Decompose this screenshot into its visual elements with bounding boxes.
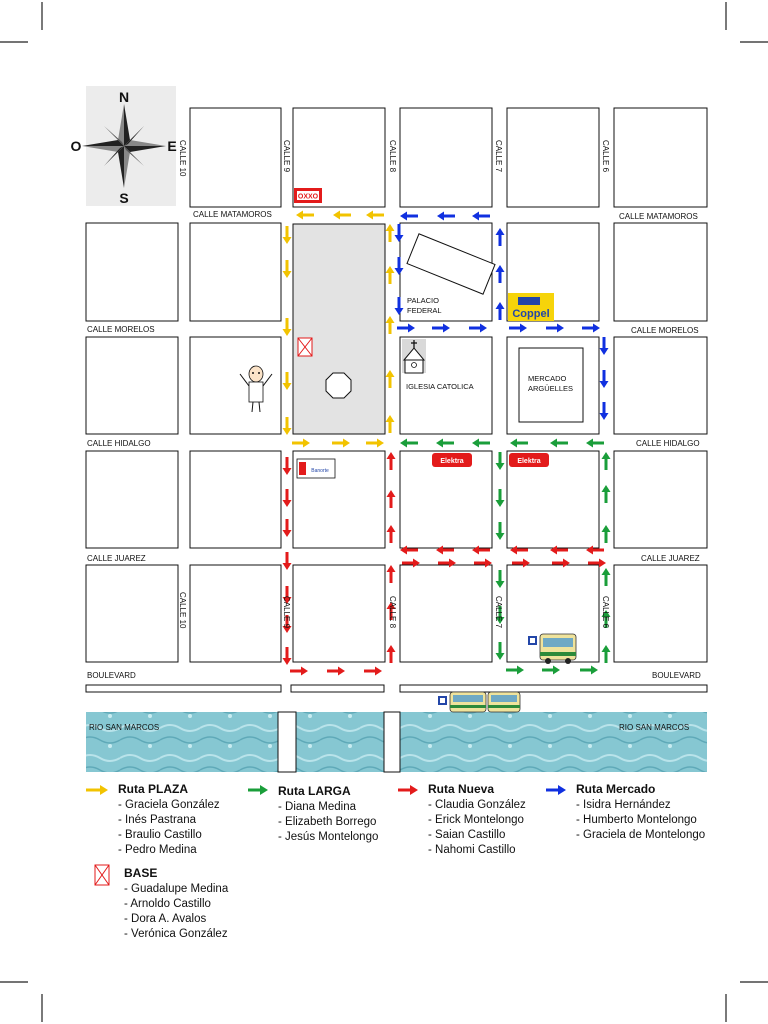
label-calle-matamoros-east: CALLE MATAMOROS [619, 212, 698, 221]
arrow-plaza [292, 439, 310, 448]
oxxo-store-icon [294, 188, 322, 203]
label-calle-morelos-east: CALLE MORELOS [631, 326, 699, 335]
arrow-larga [510, 439, 528, 448]
legend-mercado-member: - Humberto Montelongo [576, 813, 705, 828]
label-palacio-1: PALACIO [407, 296, 439, 305]
svg-text:Elektra: Elektra [517, 458, 541, 465]
city-block [614, 108, 707, 207]
arrow-larga [602, 525, 611, 543]
arrow-plaza [333, 211, 351, 220]
arrow-larga [586, 439, 604, 448]
legend-nueva-member: - Claudia González [428, 798, 526, 813]
arrow-larga [602, 485, 611, 503]
bus-pair-icon [450, 692, 520, 712]
arrow-nueva [283, 489, 292, 507]
rio-san-marcos [86, 712, 707, 772]
arrow-larga [602, 645, 611, 663]
legend-larga-member: - Diana Medina [278, 800, 378, 815]
city-block [507, 108, 599, 207]
city-block [86, 451, 178, 548]
city-block [86, 223, 178, 321]
bridge-calle-8 [384, 712, 400, 772]
arrow-mercado [472, 212, 490, 221]
arrow-mercado [496, 302, 505, 320]
label-calle-7-south: CALLE 7 [494, 596, 503, 629]
label-calle-10-south: CALLE 10 [178, 592, 187, 629]
arrow-larga [496, 452, 505, 470]
elektra-store-icon-2 [509, 453, 549, 467]
city-block [190, 223, 281, 321]
base-marker-icon [298, 338, 312, 356]
legend-mercado-member: - Graciela de Montelongo [576, 828, 705, 843]
legend-base-member: - Dora A. Avalos [124, 912, 228, 927]
arrow-larga [550, 439, 568, 448]
arrow-nueva [327, 667, 345, 676]
coppel-store-icon [508, 293, 554, 321]
label-boulevard-west: BOULEVARD [87, 671, 136, 680]
svg-text:Banorte: Banorte [311, 468, 329, 474]
legend-arrow-plaza-icon [86, 785, 108, 795]
arrow-nueva [364, 667, 382, 676]
arrow-mercado [600, 402, 609, 420]
legend-base-icon [95, 865, 109, 885]
svg-text:Elektra: Elektra [440, 458, 464, 465]
label-calle-juarez-west: CALLE JUAREZ [87, 554, 146, 563]
legend-nueva-member: - Saian Castillo [428, 828, 526, 843]
arrow-plaza [366, 439, 384, 448]
legend-nueva [428, 782, 526, 858]
label-calle-9-north: CALLE 9 [282, 140, 291, 173]
legend-larga-member: - Elizabeth Borrego [278, 815, 378, 830]
plaza-kiosk-octagon [326, 373, 351, 398]
city-block [400, 108, 492, 207]
arrow-nueva [387, 645, 396, 663]
label-boulevard-east: BOULEVARD [652, 671, 701, 680]
label-mercado-2: ARGÜELLES [528, 384, 574, 393]
arrow-plaza [296, 211, 314, 220]
boulevard-median [86, 685, 707, 692]
arrow-larga [472, 439, 490, 448]
compass-south: S [119, 190, 129, 206]
arrow-larga [400, 439, 418, 448]
arrow-larga [496, 570, 505, 588]
legend-larga-member: - Jesús Montelongo [278, 830, 378, 845]
arrow-plaza [283, 318, 292, 336]
label-calle-hidalgo-west: CALLE HIDALGO [87, 439, 151, 448]
arrow-plaza [332, 439, 350, 448]
arrow-mercado [496, 265, 505, 283]
city-block [190, 451, 281, 548]
label-calle-7-north: CALLE 7 [494, 140, 503, 173]
label-calle-8-south: CALLE 8 [388, 596, 397, 629]
arrow-nueva [283, 519, 292, 537]
label-mercado-1: MERCADO [528, 374, 567, 383]
legend-base-member: - Verónica González [124, 927, 228, 942]
arrow-mercado [600, 337, 609, 355]
legend-base-member: - Arnoldo Castillo [124, 897, 228, 912]
street-labels [87, 140, 701, 732]
arrow-plaza [366, 211, 384, 220]
legend-mercado-member: - Isidra Hernández [576, 798, 705, 813]
arrow-larga [602, 568, 611, 586]
arrow-plaza [386, 415, 395, 433]
arrow-larga [602, 452, 611, 470]
legend-larga-title: Ruta LARGA [278, 784, 351, 798]
arrow-larga [506, 666, 524, 675]
legend-nueva-member: - Nahomi Castillo [428, 843, 526, 858]
label-calle-juarez-east: CALLE JUAREZ [641, 554, 700, 563]
church-icon [402, 339, 426, 373]
arrow-larga [496, 642, 505, 660]
arrow-mercado [582, 324, 600, 333]
bridge-calle-9 [278, 712, 296, 772]
arrow-mercado [432, 324, 450, 333]
arrow-nueva [283, 647, 292, 665]
arrow-mercado [397, 324, 415, 333]
label-rio-west: RIO SAN MARCOS [89, 723, 160, 732]
legend-plaza-title: Ruta PLAZA [118, 782, 188, 796]
arrow-larga [496, 522, 505, 540]
arrow-nueva [387, 565, 396, 583]
label-calle-6-south: CALLE 6 [601, 596, 610, 629]
legend-plaza-member: - Pedro Medina [118, 843, 220, 858]
city-block [190, 565, 281, 662]
legend-arrow-mercado-icon [546, 785, 566, 795]
bank-store-icon [297, 459, 335, 478]
label-calle-matamoros-west: CALLE MATAMOROS [193, 210, 272, 219]
city-block [293, 565, 385, 662]
label-rio-east: RIO SAN MARCOS [619, 723, 690, 732]
compass-west: O [70, 138, 82, 154]
legend-arrow-larga-icon [248, 785, 268, 795]
arrow-nueva [290, 667, 308, 676]
arrow-larga [496, 489, 505, 507]
svg-text:Coppel: Coppel [512, 308, 550, 320]
city-block [614, 223, 707, 321]
label-calle-6-north: CALLE 6 [601, 140, 610, 173]
arrow-plaza [283, 260, 292, 278]
city-block [190, 108, 281, 207]
compass-north: N [118, 89, 130, 105]
legend-plaza-member: - Braulio Castillo [118, 828, 220, 843]
legend-plaza-member: - Inés Pastrana [118, 813, 220, 828]
arrow-plaza [386, 316, 395, 334]
label-calle-9-south: CALLE 9 [282, 596, 291, 629]
label-iglesia: IGLESIA CATOLICA [406, 382, 474, 391]
city-block [86, 565, 178, 662]
label-calle-8-north: CALLE 8 [388, 140, 397, 173]
arrow-plaza [283, 372, 292, 390]
legend-plaza [118, 782, 220, 858]
label-calle-morelos-west: CALLE MORELOS [87, 325, 155, 334]
label-palacio-2: FEDERAL [407, 306, 442, 315]
legend-mercado [576, 782, 705, 843]
arrow-nueva [283, 457, 292, 475]
bus-icon [540, 634, 576, 664]
arrow-plaza [386, 266, 395, 284]
compass-east: E [167, 138, 177, 154]
arrow-larga [436, 439, 454, 448]
arrow-nueva [387, 452, 396, 470]
city-block [614, 451, 707, 548]
arrow-mercado [437, 212, 455, 221]
bus-stop-icon-2 [438, 696, 447, 705]
arrow-mercado [496, 228, 505, 246]
legend-arrow-nueva-icon [398, 785, 418, 795]
legend-larga [278, 784, 378, 845]
label-calle-10-north: CALLE 10 [178, 140, 187, 177]
city-block [614, 565, 707, 662]
legend-base [124, 866, 228, 942]
arrow-mercado [509, 324, 527, 333]
city-block [400, 565, 492, 662]
bus-stop-icon [528, 636, 537, 645]
elektra-store-icon-1 [432, 453, 472, 467]
legend-base-title: BASE [124, 866, 158, 880]
arrow-plaza [386, 370, 395, 388]
city-block [614, 337, 707, 434]
arrow-plaza [283, 417, 292, 435]
arrow-larga [580, 666, 598, 675]
legend-plaza-member: - Graciela González [118, 798, 220, 813]
arrow-nueva [283, 552, 292, 570]
legend-base-member: - Guadalupe Medina [124, 882, 228, 897]
arrow-plaza [283, 226, 292, 244]
arrow-plaza [386, 224, 395, 242]
legend-nueva-title: Ruta Nueva [428, 782, 495, 796]
label-calle-hidalgo-east: CALLE HIDALGO [636, 439, 700, 448]
legend-nueva-member: - Erick Montelongo [428, 813, 526, 828]
city-block [86, 337, 178, 434]
arrow-mercado [600, 370, 609, 388]
arrow-larga [542, 666, 560, 675]
arrow-mercado [400, 212, 418, 221]
arrow-nueva [387, 525, 396, 543]
plaza-block [293, 224, 385, 434]
legend-mercado-title: Ruta Mercado [576, 782, 656, 796]
arrow-mercado [469, 324, 487, 333]
svg-text:OXXO: OXXO [297, 193, 319, 201]
arrow-nueva [387, 490, 396, 508]
city-block [190, 337, 281, 434]
arrow-mercado [546, 324, 564, 333]
city-blocks [86, 108, 707, 662]
